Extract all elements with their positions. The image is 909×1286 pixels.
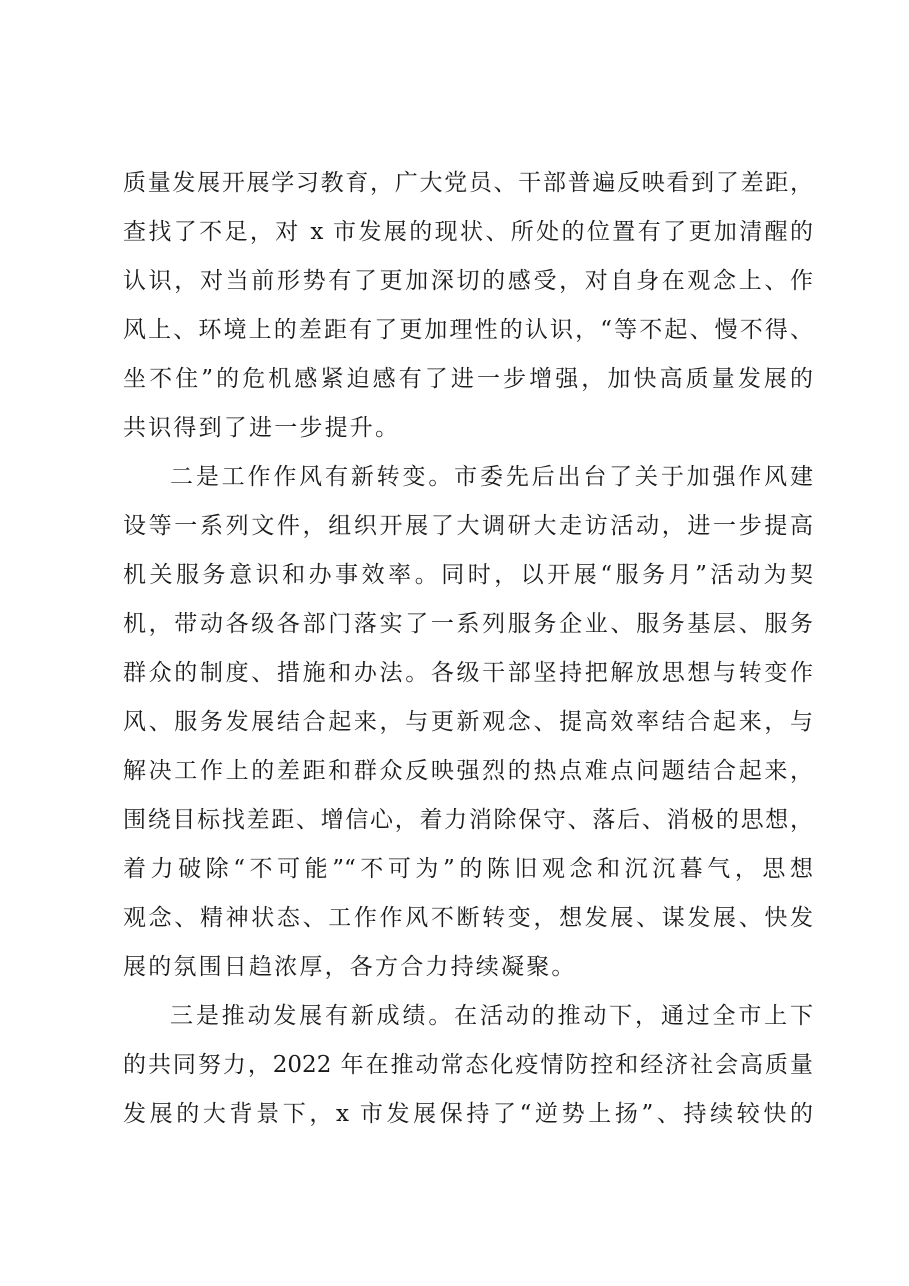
text-line: 风上、环境上的差距有了更加理性的认识，“等不起、慢不得、 [123, 317, 813, 343]
text-line: 机关服务意识和办事效率。同时，以开展“服务月”活动为契 [123, 562, 813, 588]
text-line: 二是工作作风有新转变。市委先后出台了关于加强作风建 [170, 464, 813, 490]
text-line: 质量发展开展学习教育，广大党员、干部普遍反映看到了差距， [123, 170, 813, 196]
text-line: 围绕目标找差距、增信心，着力消除保守、落后、消极的思想， [123, 807, 813, 833]
text-line: 观念、精神状态、工作作风不断转变，想发展、谋发展、快发 [123, 905, 813, 931]
text-line: 着力破除“不可能”“不可为”的陈旧观念和沉沉暮气，思想 [123, 856, 813, 882]
text-line: 群众的制度、措施和办法。各级干部坚持把解放思想与转变作 [123, 660, 813, 686]
text-line: 的共同努力，2022 年在推动常态化疫情防控和经济社会高质量 [123, 1052, 813, 1078]
text-line: 解决工作上的差距和群众反映强烈的热点难点问题结合起来， [123, 758, 813, 784]
text-line: 设等一系列文件，组织开展了大调研大走访活动，进一步提高 [123, 513, 813, 539]
text-line: 三是推动发展有新成绩。在活动的推动下，通过全市上下 [170, 1003, 813, 1029]
text-line: 发展的大背景下，x 市发展保持了“逆势上扬”、持续较快的 [123, 1101, 813, 1127]
text-line: 机，带动各级各部门落实了一系列服务企业、服务基层、服务 [123, 611, 813, 637]
text-line: 查找了不足，对 x 市发展的现状、所处的位置有了更加清醒的 [123, 219, 813, 245]
text-line: 认识，对当前形势有了更加深切的感受，对自身在观念上、作 [123, 268, 813, 294]
text-line: 共识得到了进一步提升。 [123, 415, 401, 441]
text-line: 风、服务发展结合起来，与更新观念、提高效率结合起来，与 [123, 709, 813, 735]
text-line: 展的氛围日趋浓厚，各方合力持续凝聚。 [123, 954, 577, 980]
text-line: 坐不住”的危机感紧迫感有了进一步增强，加快高质量发展的 [123, 366, 813, 392]
